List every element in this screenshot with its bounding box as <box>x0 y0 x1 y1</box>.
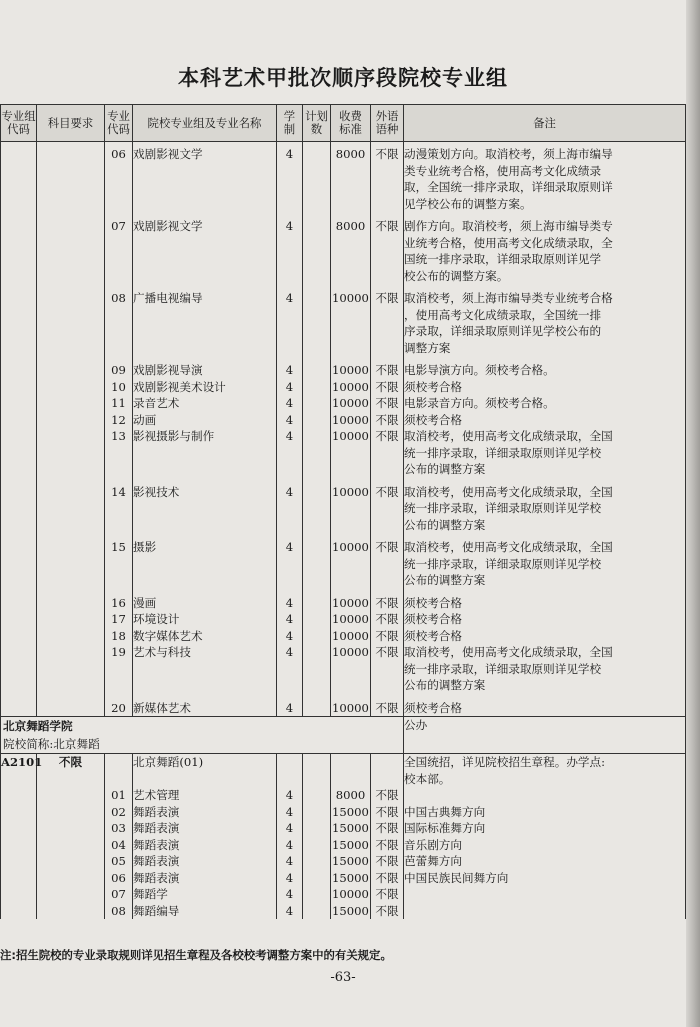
major-name: 舞蹈表演 <box>133 837 277 854</box>
major-code: 18 <box>105 628 133 645</box>
table-row <box>1 539 686 595</box>
header-lang: 外语 语种 <box>371 105 404 142</box>
subject-cell <box>37 611 105 628</box>
fee: 10000 <box>332 363 369 377</box>
years: 4 <box>277 428 303 484</box>
table-row <box>1 142 686 219</box>
years: 4 <box>277 787 303 804</box>
years: 4 <box>277 484 303 540</box>
remark: 取消校考，使用高考文化成绩录取，全国 统一排序录取，详细录取原则详见学校 公布的调整方案 <box>404 539 686 595</box>
remark: 中国古典舞方向 <box>404 804 686 821</box>
major-name: 艺术管理 <box>133 787 277 804</box>
major-name: 舞蹈表演 <box>133 820 277 837</box>
table-row <box>1 595 686 612</box>
major-name: 摄影 <box>133 539 277 595</box>
footnote: 注:招生院校的专业录取规则详见招生章程及各校校考调整方案中的有关规定。 <box>0 948 392 962</box>
language: 不限 <box>371 412 404 429</box>
years: 4 <box>277 362 303 379</box>
major-code: 17 <box>105 611 133 628</box>
language: 不限 <box>371 903 404 920</box>
language: 不限 <box>371 142 404 219</box>
fee: 15000 <box>332 837 369 852</box>
fee: 8000 <box>331 218 371 290</box>
language: 不限 <box>371 595 404 612</box>
plan-count <box>303 700 331 717</box>
subject-cell <box>37 362 105 379</box>
table-row <box>1 804 686 821</box>
major-code: 04 <box>105 837 133 854</box>
major-name: 数字媒体艺术 <box>133 628 277 645</box>
fee: 15000 <box>332 821 369 835</box>
subject-cell <box>37 290 105 362</box>
language: 不限 <box>371 837 404 854</box>
remark: 国际标准舞方向 <box>404 820 686 837</box>
major-name: 戏剧影视美术设计 <box>133 379 277 396</box>
years: 4 <box>277 837 303 854</box>
header-group-code: 专业组 代码 <box>1 105 37 142</box>
institution-remark: 公办 <box>404 717 686 754</box>
major-name: 舞蹈表演 <box>133 853 277 870</box>
page-title: 本科艺术甲批次顺序段院校专业组 <box>178 66 508 90</box>
group-code-cell <box>1 787 37 804</box>
subject-cell <box>37 379 105 396</box>
fee: 10000 <box>332 396 369 410</box>
header-subject: 科目要求 <box>37 105 105 142</box>
major-name: 舞蹈学 <box>133 886 277 903</box>
subject-cell <box>37 700 105 717</box>
plan-count <box>303 903 331 920</box>
plan-count <box>303 628 331 645</box>
major-code: 12 <box>105 412 133 429</box>
years: 4 <box>277 395 303 412</box>
major-code: 07 <box>105 218 133 290</box>
fee: 10000 <box>332 595 369 610</box>
major-name: 艺术与科技 <box>133 644 277 700</box>
header-remark: 备注 <box>404 105 686 142</box>
group-code-cell <box>1 379 37 396</box>
years: 4 <box>277 142 303 219</box>
header-plan: 计划 数 <box>303 105 331 142</box>
remark: 取消校考，使用高考文化成绩录取，全国 统一排序录取，详细录取原则详见学校 公布的调整方案 <box>404 484 686 540</box>
group-code-cell <box>1 595 37 612</box>
institution-cell <box>1 717 404 754</box>
plan-count <box>303 428 331 484</box>
subject-cell <box>37 595 105 612</box>
years: 4 <box>277 853 303 870</box>
major-name: 漫画 <box>133 595 277 612</box>
language: 不限 <box>371 379 404 396</box>
group-code-cell <box>1 362 37 379</box>
group-code-cell <box>1 290 37 362</box>
subject-cell <box>37 395 105 412</box>
remark: 芭蕾舞方向 <box>404 853 686 870</box>
group-code-cell <box>1 644 37 700</box>
years: 4 <box>277 804 303 821</box>
subject-cell <box>37 870 105 887</box>
major-code: 20 <box>105 700 133 717</box>
table-row <box>1 903 686 920</box>
fee: 10000 <box>332 612 369 626</box>
language: 不限 <box>371 428 404 484</box>
years: 4 <box>277 644 303 700</box>
fee: 15000 <box>332 804 369 819</box>
remark: 须校考合格 <box>404 611 686 628</box>
language: 不限 <box>371 628 404 645</box>
fee: 10000 <box>332 412 369 427</box>
plan-count <box>303 595 331 612</box>
table-row <box>1 837 686 854</box>
plan-count <box>303 853 331 870</box>
fee: 10000 <box>332 628 369 643</box>
fee: 15000 <box>332 854 369 868</box>
remark: 音乐剧方向 <box>404 837 686 854</box>
group-remark: 全国统招，详见院校招生章程。办学点: 校本部。 <box>404 754 686 788</box>
table-row <box>1 395 686 412</box>
years: 4 <box>277 379 303 396</box>
major-code: 14 <box>105 484 133 540</box>
major-name: 影视摄影与制作 <box>133 428 277 484</box>
table-row <box>1 362 686 379</box>
years: 4 <box>277 412 303 429</box>
major-code: 06 <box>105 142 133 219</box>
group-code-cell <box>1 428 37 484</box>
major-code: 03 <box>105 820 133 837</box>
major-code: 19 <box>105 644 133 700</box>
plan-count <box>303 804 331 821</box>
table-row <box>1 820 686 837</box>
years: 4 <box>277 290 303 362</box>
plan-count <box>303 837 331 854</box>
subject-cell <box>37 820 105 837</box>
table-row <box>1 644 686 700</box>
years: 4 <box>277 870 303 887</box>
plan-count <box>303 787 331 804</box>
table-row <box>1 611 686 628</box>
major-name: 戏剧影视文学 <box>133 218 277 290</box>
years: 4 <box>277 611 303 628</box>
subject-cell <box>37 428 105 484</box>
group-code: A2101 <box>1 754 37 788</box>
fee: 10000 <box>331 428 371 484</box>
major-code: 13 <box>105 428 133 484</box>
major-name: 影视技术 <box>133 484 277 540</box>
remark: 动漫策划方向。取消校考，须上海市编导 类专业统考合格，使用高考文化成绩录 取，全国统一排序录取，详细录取原则详 见学校公布的调整方案。 <box>404 142 686 219</box>
language: 不限 <box>371 395 404 412</box>
institution-row <box>1 717 686 754</box>
language: 不限 <box>371 870 404 887</box>
fee: 10000 <box>332 700 369 715</box>
group-code-cell <box>1 820 37 837</box>
group-code-cell <box>1 412 37 429</box>
major-code: 10 <box>105 379 133 396</box>
group-code-cell <box>1 395 37 412</box>
table-row <box>1 870 686 887</box>
plan-count <box>303 539 331 595</box>
language: 不限 <box>371 611 404 628</box>
plan-count <box>303 412 331 429</box>
major-code: 07 <box>105 886 133 903</box>
subject-cell <box>37 837 105 854</box>
subject-cell <box>37 142 105 219</box>
language: 不限 <box>371 290 404 362</box>
plan-count <box>303 644 331 700</box>
remark: 须校考合格 <box>404 628 686 645</box>
language: 不限 <box>371 853 404 870</box>
subject-cell <box>37 539 105 595</box>
group-code-cell <box>1 870 37 887</box>
table-row <box>1 412 686 429</box>
fee: 10000 <box>331 644 371 700</box>
subject-cell <box>37 628 105 645</box>
remark <box>404 903 686 920</box>
table-row <box>1 700 686 717</box>
subject-cell <box>37 853 105 870</box>
remark: 须校考合格 <box>404 700 686 717</box>
years: 4 <box>277 595 303 612</box>
table-row <box>1 886 686 903</box>
fee: 10000 <box>332 887 369 901</box>
remark: 取消校考，使用高考文化成绩录取，全国 统一排序录取，详细录取原则详见学校 公布的调整方案 <box>404 428 686 484</box>
remark: 须校考合格 <box>404 379 686 396</box>
table-row <box>1 379 686 396</box>
table-header-row <box>1 105 686 142</box>
header-name: 院校专业组及专业名称 <box>133 105 277 142</box>
plan-count <box>303 290 331 362</box>
remark: 电影导演方向。须校考合格。 <box>404 362 686 379</box>
group-code-cell <box>1 700 37 717</box>
major-name: 戏剧影视文学 <box>133 142 277 219</box>
major-name: 广播电视编导 <box>133 290 277 362</box>
group-code-cell <box>1 484 37 540</box>
plan-count <box>303 218 331 290</box>
group-code-cell <box>1 539 37 595</box>
language: 不限 <box>371 787 404 804</box>
major-name: 舞蹈表演 <box>133 870 277 887</box>
remark <box>404 787 686 804</box>
header-major-code: 专业 代码 <box>105 105 133 142</box>
language: 不限 <box>371 362 404 379</box>
major-name: 新媒体艺术 <box>133 700 277 717</box>
major-code: 15 <box>105 539 133 595</box>
fee: 8000 <box>331 787 371 804</box>
major-code: 09 <box>105 362 133 379</box>
remark <box>404 886 686 903</box>
years: 4 <box>277 539 303 595</box>
group-code-cell <box>1 218 37 290</box>
fee: 15000 <box>332 903 369 918</box>
major-code: 02 <box>105 804 133 821</box>
subject-cell <box>37 886 105 903</box>
group-code-cell <box>1 804 37 821</box>
subject-cell <box>37 412 105 429</box>
remark: 电影录音方向。须校考合格。 <box>404 395 686 412</box>
language: 不限 <box>371 804 404 821</box>
language: 不限 <box>371 644 404 700</box>
plan-count <box>303 362 331 379</box>
fee: 10000 <box>331 539 371 595</box>
admission-table <box>0 104 686 919</box>
major-code: 08 <box>105 903 133 920</box>
subject-cell <box>37 218 105 290</box>
remark: 取消校考，须上海市编导类专业统考合格 ，使用高考文化成绩录取，全国统一排 序录取，详细录取原则详见学校公布的 调整方案 <box>404 290 686 362</box>
fee: 8000 <box>331 142 371 219</box>
group-name: 北京舞蹈(01) <box>133 754 277 788</box>
subject-cell <box>37 644 105 700</box>
table-row <box>1 290 686 362</box>
fee: 10000 <box>332 379 369 394</box>
major-name: 舞蹈表演 <box>133 804 277 821</box>
group-code-cell <box>1 853 37 870</box>
plan-count <box>303 611 331 628</box>
table-row <box>1 218 686 290</box>
table-row <box>1 484 686 540</box>
plan-count <box>303 886 331 903</box>
major-name: 动画 <box>133 412 277 429</box>
subject-cell <box>37 484 105 540</box>
remark: 须校考合格 <box>404 412 686 429</box>
major-code: 06 <box>105 870 133 887</box>
group-subject: 不限 <box>37 754 105 788</box>
plan-count <box>303 142 331 219</box>
subject-cell <box>37 787 105 804</box>
group-row <box>1 754 686 788</box>
fee: 15000 <box>332 870 369 885</box>
language: 不限 <box>371 700 404 717</box>
group-code-cell <box>1 903 37 920</box>
institution-abbr: 院校简称:北京舞蹈 <box>3 737 100 751</box>
language: 不限 <box>371 484 404 540</box>
language: 不限 <box>371 218 404 290</box>
remark: 取消校考，使用高考文化成绩录取，全国 统一排序录取，详细录取原则详见学校 公布的调整方案 <box>404 644 686 700</box>
remark: 须校考合格 <box>404 595 686 612</box>
major-code: 08 <box>105 290 133 362</box>
subject-cell <box>37 903 105 920</box>
fee: 10000 <box>331 484 371 540</box>
plan-count <box>303 379 331 396</box>
table-row <box>1 853 686 870</box>
header-years: 学 制 <box>277 105 303 142</box>
language: 不限 <box>371 886 404 903</box>
major-name: 环境设计 <box>133 611 277 628</box>
years: 4 <box>277 218 303 290</box>
subject-cell <box>37 804 105 821</box>
language: 不限 <box>371 539 404 595</box>
years: 4 <box>277 886 303 903</box>
plan-count <box>303 484 331 540</box>
language: 不限 <box>371 820 404 837</box>
major-code: 05 <box>105 853 133 870</box>
table-row <box>1 428 686 484</box>
major-name: 戏剧影视导演 <box>133 362 277 379</box>
group-code-cell <box>1 886 37 903</box>
plan-count <box>303 870 331 887</box>
group-code-cell <box>1 611 37 628</box>
remark: 剧作方向。取消校考，须上海市编导类专 业统考合格，使用高考文化成绩录取，全 国统一排序录取，详细录取原则详见学 校公布的调整方案。 <box>404 218 686 290</box>
institution-name: 北京舞蹈学院 <box>3 719 73 733</box>
years: 4 <box>277 628 303 645</box>
major-code: 01 <box>105 787 133 804</box>
years: 4 <box>277 820 303 837</box>
group-code-cell <box>1 837 37 854</box>
plan-count <box>303 820 331 837</box>
major-name: 舞蹈编导 <box>133 903 277 920</box>
remark: 中国民族民间舞方向 <box>404 870 686 887</box>
major-code: 11 <box>105 395 133 412</box>
major-code: 16 <box>105 595 133 612</box>
header-fee: 收费 标准 <box>331 105 371 142</box>
group-code-cell <box>1 628 37 645</box>
group-code-cell <box>1 142 37 219</box>
major-name: 录音艺术 <box>133 395 277 412</box>
years: 4 <box>277 903 303 920</box>
plan-count <box>303 395 331 412</box>
page-edge-shadow <box>686 0 700 1027</box>
fee: 10000 <box>331 290 371 362</box>
table-row <box>1 628 686 645</box>
page-number: -63- <box>330 970 356 985</box>
table-row <box>1 787 686 804</box>
years: 4 <box>277 700 303 717</box>
